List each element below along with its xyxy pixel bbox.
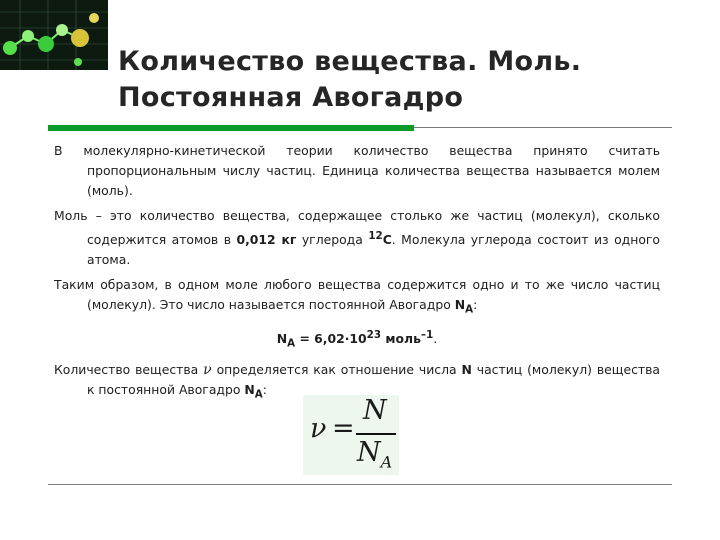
nu-symbol: ν	[203, 362, 212, 379]
paragraph-mole-definition	[54, 206, 660, 270]
formula-denominator-subscript: A	[380, 452, 393, 472]
paragraph-text: :	[262, 382, 267, 398]
paragraph-text: В молекулярно-кинетической теории количество вещества принято считать пропорциональным числу частиц. Единица количества вещества называется молем (моль).	[54, 143, 660, 198]
slide-body	[54, 141, 660, 410]
paragraph-text: частиц (молекул) вещества к постоянной Авогадро	[87, 362, 660, 398]
isotope-element: С	[382, 232, 392, 248]
title-accent-bar	[48, 125, 414, 131]
amount-of-substance-formula	[303, 395, 399, 475]
bottom-divider	[48, 484, 672, 485]
slide-title	[118, 44, 698, 116]
formula-denominator: $N_A$	[357, 437, 393, 472]
paragraph-text: :	[473, 297, 478, 313]
title-line-1: Количество вещества. Моль.	[118, 46, 582, 77]
paragraph-avogadro-intro	[54, 275, 660, 319]
avogadro-subscript: A	[465, 303, 474, 316]
formula-lhs: ν	[310, 413, 327, 444]
molecule-illustration	[0, 0, 108, 70]
avogadro-symbol: N	[454, 297, 466, 313]
formula-numerator: N	[363, 395, 387, 426]
avogadro-constant-value: $N_A = 6,02\cdot 10^{23}$ моль$^{-1}$.	[276, 328, 438, 350]
carbon-mass-value: 0,012 кг	[236, 232, 297, 248]
paragraph-text: . Молекула углерода состоит из одного атома.	[87, 232, 661, 268]
paragraph-text: углерода	[296, 232, 369, 248]
paragraph-text: Моль – это количество вещества, содержащее столько же частиц (молекул), сколько содержится атомов в	[54, 208, 660, 248]
n-symbol: N	[461, 362, 472, 378]
paragraph-text: Таким образом, в одном моле любого вещества содержится одно и то же число частиц (молекул). Это число называется постоянной Авогадро	[54, 277, 660, 313]
avogadro-subscript: A	[254, 388, 263, 401]
avogadro-symbol: N	[244, 382, 255, 398]
isotope-mass-number: 12	[368, 230, 383, 242]
title-line-2: Постоянная Авогадро	[118, 82, 464, 113]
fraction-bar	[356, 433, 396, 435]
paragraph-text: Количество вещества	[54, 362, 204, 378]
paragraph-mole-quantity	[54, 141, 660, 201]
formula-equals: =	[332, 413, 355, 444]
paragraph-text: определяется как отношение числа	[211, 362, 462, 378]
